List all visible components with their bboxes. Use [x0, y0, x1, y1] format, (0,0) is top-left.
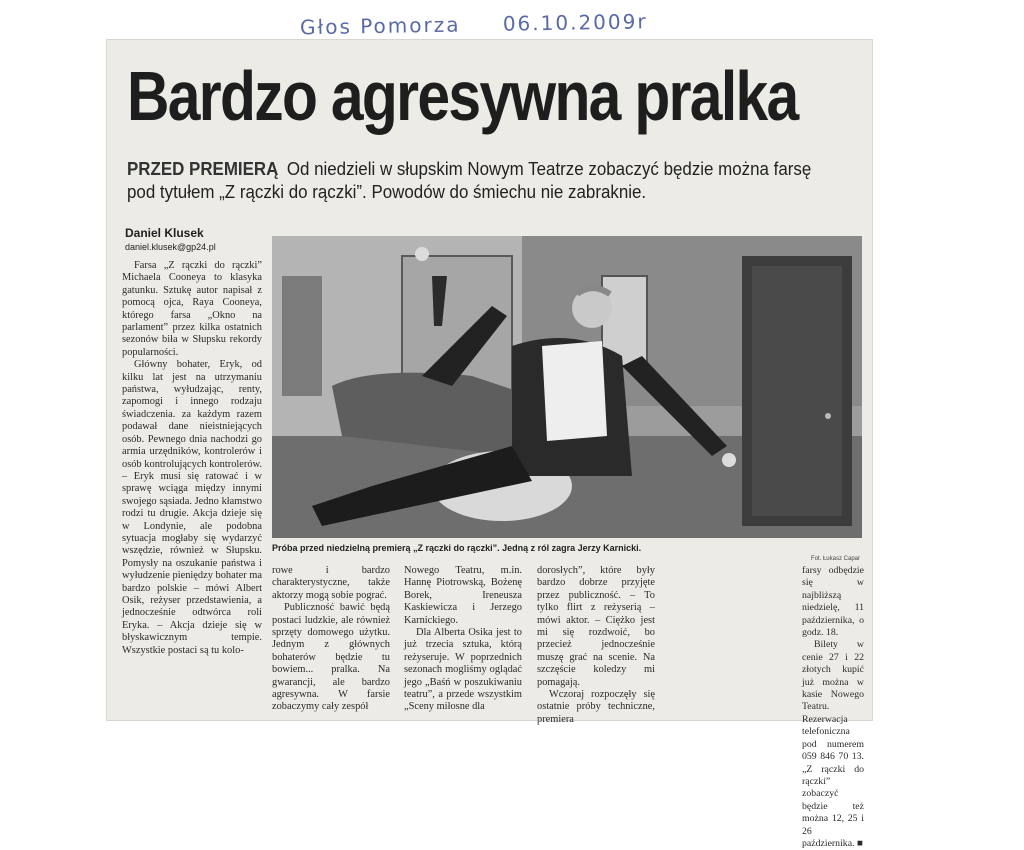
article-column-1: [122, 260, 262, 720]
article-column-5: [802, 565, 864, 849]
paragraph: rowe i bardzo charakterystyczne, także aktorzy mogą sobie pograć.: [272, 565, 390, 601]
article-column-3: [404, 565, 522, 715]
paragraph: Dla Alberta Osika jest to już trzecia sztuka, którą reżyseruje. W poprzednich sezonach mogliśmy oglądać jego „Baśń w poszukiwaniu teatru”, a przede wszystkim „Sceny miłosne dla: [404, 627, 522, 713]
article-photo: [272, 236, 862, 538]
paragraph: Publiczność bawić będą postaci ludzkie, ale również sprzęty domowego użytku. Jednym z głównych bohaterów będzie tu bowiem... pralka. Na gwarancji, ale bardzo agresywna. W farsie zobaczymy cały zespół: [272, 602, 390, 713]
article-lead: [127, 158, 818, 204]
newspaper-clipping: [107, 40, 872, 849]
article-headline: Bardzo agresywna pralka: [127, 57, 798, 135]
publication-date: 06.10.2009r: [502, 9, 648, 36]
paragraph: Nowego Teatru, m.in. Hannę Piotrowską, Bożenę Borek, Ireneusza Kaskiewicza i Jerzego Karnickiego.: [404, 565, 522, 626]
article-column-4: [537, 565, 655, 725]
photo-credit: Fot. Łukasz Capar: [810, 556, 860, 562]
rehearsal-photo-illustration: [272, 236, 862, 538]
paragraph: dorosłych”, które były bardzo dobrze przyjęte przez publiczność. – To tylko flirt z reżyserią – mówi aktor. – Ciężko jest mi się rozdwoić, bo przecież jednocześnie muszę grać na scenie. Na szczęście koledzy mi pomagają.: [537, 565, 655, 688]
author-email: daniel.klusek@gp24.pl: [125, 242, 216, 252]
paragraph: Bilety w cenie 27 i 22 złotych kupić już można w kasie Nowego Teatru. Rezerwacja telefoniczna pod numerem 059 846 70 13. „Z rączki do rączki” zobaczyć będzie też można 12, 25 i 26 października. ■: [802, 639, 864, 849]
article-kicker: PRZED PREMIERĄ: [127, 159, 279, 179]
article-column-2: [272, 565, 390, 715]
paragraph: Wczoraj rozpoczęły się ostatnie próby techniczne, premiera: [537, 689, 655, 725]
article-lead-text: Od niedzieli w słupskim Nowym Teatrze zobaczyć będzie można farsę pod tytułem „Z rączki do rączki”. Powodów do śmiechu nie zabraknie.: [127, 159, 812, 202]
author-name: Daniel Klusek: [125, 226, 204, 240]
photo-caption: Próba przed niedzielną premierą „Z rączki do rączki”. Jedną z ról zagra Jerzy Karnicki.: [272, 543, 642, 553]
publication-name: Głos Pomorza: [299, 12, 461, 40]
paragraph: farsy odbędzie się w najbliższą niedzielę, 11 października, o godz. 18.: [802, 565, 864, 639]
paragraph: Główny bohater, Eryk, od kilku lat jest na utrzymaniu państwa, wyłudzając, renty, zapomogi i innego rodzaju świadczenia. za każdym razem podawał dane nieistniejących osób. Pewnego dnia nachodzi go armia urzędników, kontrolerów i osób kontrolujących kontrolerów. – Eryk musi się ratować i w sprawę wciąga między innymi swojego sąsiada. Jedno kłamstwo rodzi tu drugie. Akcja dzieje się w Londynie, ale podobna sytuacja mogłaby się wydarzyć wszędzie, również w Słupsku. Pomysły na oszukanie państwa i wyłudzenie pieniędzy bohater ma bardzo polskie – mówi Albert Osik, reżyser przedstawienia, a jednocześnie odtwórca roli Eryka. – Akcja dzieje się w błyskawicznym tempie. Wszystkie postaci są tu kolo-: [122, 359, 262, 656]
handwritten-source-note: [300, 9, 682, 40]
byline: [125, 226, 216, 252]
paragraph: Farsa „Z rączki do rączki” Michaela Cooneya to klasyka gatunku. Sztukę autor napisał z pomocą ojca, Raya Cooneya, którego farsa „Okno na parlament” przez kilka ostatnich sezonów biła w Słupsku rekordy popularności.: [122, 260, 262, 358]
